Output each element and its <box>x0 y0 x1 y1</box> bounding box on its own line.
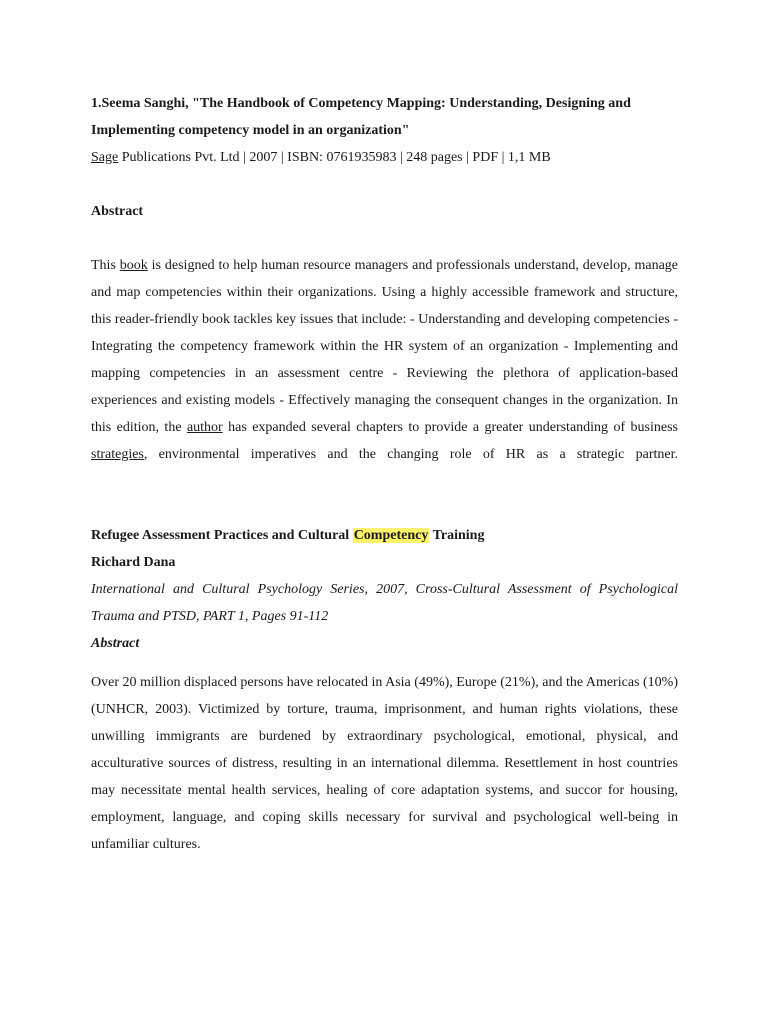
book-link[interactable]: book <box>119 258 148 273</box>
abstract-text-segment: , environmental imperatives and the changing role of HR as a strategic partner. <box>143 447 678 462</box>
abstract-text-segment: is designed to help human resource managers and professionals understand, develop, manage and map competencies within their organizations. Using a highly accessible framework and structure, this reader-friendly book tackles key issues that include: - Understanding and developing competencies - Integrating the competency framework within the HR system of an organization - Implementing and mapping competencies in an assessment centre - Reviewing the plethora of application-based experiences and existing models - Effectively managing the consequent changes in the organization. In this edition, the <box>91 258 679 435</box>
entry2-abstract-text: Over 20 million displaced persons have relocated in Asia (49%), Europe (21%), and the Americas (10%) (UNHCR, 2003). Victimized by torture, trauma, imprisonment, and human rights violations, these unwilling immigrants are burdened by extraordinary psychological, emotional, physical, and acculturative sources of distress, resulting in an international dilemma. Resettlement in host countries may necessitate mental health services, healing of core adaptation systems, and succor for housing, employment, language, and coping skills necessary for survival and psychological well-being in unfamiliar cultures. <box>91 675 678 852</box>
entry1-title-line1: 1.Seema Sanghi, "The Handbook of Competency Mapping: Understanding, Designing and <box>91 96 631 111</box>
entry1-abstract-text <box>91 252 678 468</box>
entry2-title-segment: Refugee Assessment Practices and Cultural <box>91 528 353 543</box>
highlighted-keyword: Competency <box>353 528 429 543</box>
author-link[interactable]: author <box>186 420 223 435</box>
entry2-title-segment: Training <box>429 528 485 543</box>
entry2-title <box>91 522 678 549</box>
entry1-title-line2: Implementing competency model in an organization" <box>91 123 410 138</box>
strategies-link[interactable]: strategies <box>91 447 144 462</box>
abstract-text-segment: This <box>91 258 120 273</box>
entry1-publication-info <box>91 144 678 171</box>
entry2-source: International and Cultural Psychology Series, 2007, Cross-Cultural Assessment of Psychological Trauma and PTSD, PART 1, Pages 91-112 <box>91 582 678 624</box>
entry1-abstract-heading: Abstract <box>91 204 144 219</box>
publisher-link[interactable]: Sage <box>91 150 119 165</box>
entry2-abstract-heading: Abstract <box>91 636 140 651</box>
document-page <box>91 90 678 858</box>
publication-details: Publications Pvt. Ltd | 2007 | ISBN: 0761935983 | 248 pages | PDF | 1,1 MB <box>118 150 551 165</box>
entry2-author: Richard Dana <box>91 555 176 570</box>
abstract-text-segment: has expanded several chapters to provide a greater understanding of business <box>222 420 678 435</box>
